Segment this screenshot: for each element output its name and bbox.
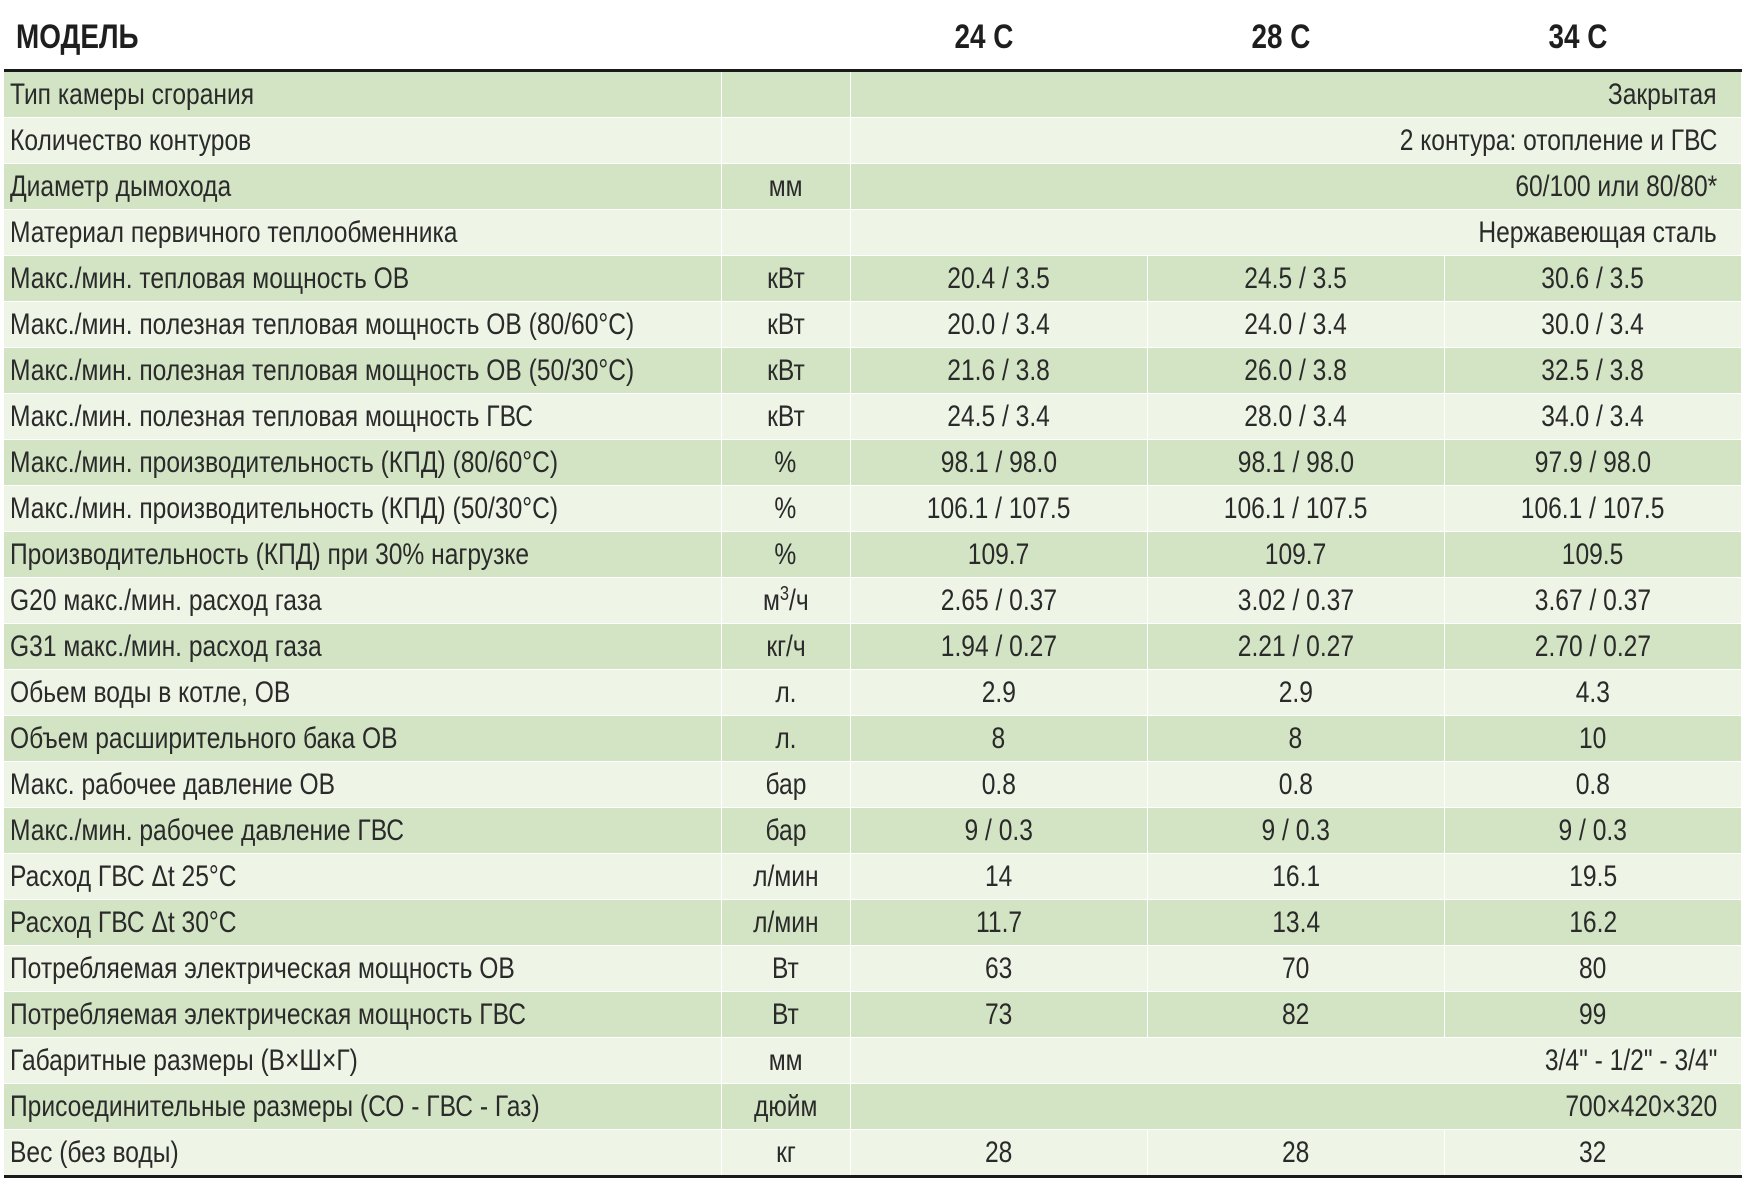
value-28c: 9 / 0.3 [1261,813,1331,847]
unit-main: кВт [766,261,805,295]
unit-cell [721,256,850,302]
model-header-28c: 28 С [1251,18,1311,56]
unit-main: кг [775,1135,796,1169]
value-24c: 98.1 / 98.0 [940,445,1057,479]
value-34c-cell [1444,1130,1741,1177]
value-24c-cell [850,670,1147,716]
shared-value-cell [850,164,1741,210]
value-28c-cell [1147,624,1444,670]
parameter-name [4,578,721,624]
parameter-name [4,946,721,992]
value-34c-cell [1444,762,1741,808]
table-row [4,394,1742,440]
parameter-name [4,486,721,532]
value-34c: 106.1 / 107.5 [1521,491,1665,525]
parameter-name-text: Расход ГВС Δt 25°С [10,859,237,893]
shared-value-text: 2 контура: отопление и ГВС [1399,123,1717,157]
value-24c-cell [850,440,1147,486]
unit-cell [721,440,850,486]
unit-main: кВт [766,399,805,433]
unit-cell [721,624,850,670]
parameter-name-text: Макс./мин. рабочее давление ГВС [10,813,405,847]
unit-text [763,584,809,618]
value-28c: 2.9 [1278,675,1313,709]
unit-text [767,354,805,388]
value-28c: 3.02 / 0.37 [1237,583,1354,617]
value-24c: 2.9 [981,675,1016,709]
value-34c: 3.67 / 0.37 [1534,583,1652,617]
value-24c-cell [850,532,1147,578]
unit-cell [721,348,850,394]
parameter-name-text: Расход ГВС Δt 30°С [10,905,237,939]
unit-cell [721,1130,850,1177]
parameter-name-text: Материал первичного теплообменника [10,215,458,249]
value-34c-cell [1444,348,1741,394]
value-24c: 11.7 [975,905,1022,939]
value-34c-cell [1444,302,1741,348]
unit-text [775,446,797,480]
shared-value-text: Закрытая [1608,77,1717,111]
table-row [4,670,1742,716]
parameter-name-text: Присоединительные размеры (СО - ГВС - Газ) [10,1089,540,1123]
unit-cell [721,1084,850,1130]
table-row [4,210,1742,256]
value-28c-cell [1147,532,1444,578]
unit-cell [721,118,850,164]
unit-cell [721,486,850,532]
value-34c: 30.0 / 3.4 [1541,307,1645,341]
value-34c-cell [1444,532,1741,578]
value-34c-cell [1444,394,1741,440]
unit-cell [721,854,850,900]
unit-cell [721,532,850,578]
value-24c: 28 [985,1135,1013,1169]
value-34c: 99 [1579,997,1607,1031]
value-34c-cell [1444,808,1741,854]
table-row [4,486,1742,532]
parameter-name [4,210,721,256]
value-34c: 32.5 / 3.8 [1541,353,1645,387]
parameter-name [4,854,721,900]
unit-main: л/мин [752,859,819,893]
value-24c: 20.4 / 3.5 [947,261,1051,295]
parameter-name-text: Вес (без воды) [10,1135,179,1169]
unit-text [766,630,805,664]
table-row [4,624,1742,670]
parameter-name-text: Габаритные размеры (В×Ш×Г) [10,1043,358,1077]
value-28c-cell [1147,440,1444,486]
value-34c-cell [1444,946,1741,992]
value-24c-cell [850,900,1147,946]
unit-main: % [774,491,797,525]
parameter-name-text: Производительность (КПД) при 30% нагрузке [10,537,530,571]
parameter-name [4,900,721,946]
unit-text [769,1044,803,1078]
value-24c: 0.8 [981,767,1016,801]
parameter-name [4,532,721,578]
parameter-name [4,1084,721,1130]
value-34c-cell [1444,624,1741,670]
unit-text [775,722,796,756]
unit-text [753,906,818,940]
value-34c-cell [1444,256,1741,302]
parameter-name-text: Количество контуров [10,123,252,157]
unit-main: % [774,445,797,479]
value-24c-cell [850,854,1147,900]
parameter-name [4,164,721,210]
parameter-name-text: Тип камеры сгорания [10,77,255,111]
model-header-24c: 24 С [954,18,1014,56]
value-28c: 24.0 / 3.4 [1244,307,1348,341]
shared-value-text: Нержавеющая сталь [1478,215,1717,249]
unit-cell [721,670,850,716]
unit-cell [721,164,850,210]
value-34c-cell [1444,578,1741,624]
shared-value-text: 60/100 или 80/80* [1515,169,1717,203]
unit-text [765,768,806,802]
unit-text [775,538,797,572]
unit-main: м [762,583,780,617]
unit-main: кВт [766,307,805,341]
unit-cell [721,992,850,1038]
unit-main: Вт [772,997,800,1031]
value-28c: 70 [1282,951,1310,985]
value-24c: 106.1 / 107.5 [926,491,1071,525]
value-28c-cell [1147,256,1444,302]
table-row [4,578,1742,624]
unit-cell [721,1038,850,1084]
parameter-name-text: Макс./мин. полезная тепловая мощность ГВС [10,399,533,433]
unit-main: мм [768,1043,803,1077]
value-34c: 0.8 [1575,767,1611,801]
parameter-name-text: Макс./мин. тепловая мощность ОВ [10,261,410,295]
value-34c: 2.70 / 0.27 [1534,629,1652,663]
unit-cell [721,808,850,854]
parameter-name [4,302,721,348]
value-24c: 9 / 0.3 [964,813,1033,847]
value-28c: 16.1 [1271,859,1320,893]
value-34c-cell [1444,486,1741,532]
parameter-name [4,440,721,486]
unit-text [772,952,799,986]
unit-cell [721,900,850,946]
value-24c-cell [850,624,1147,670]
value-24c: 20.0 / 3.4 [947,307,1051,341]
parameter-name [4,624,721,670]
parameter-name-text: G31 макс./мин. расход газа [10,629,322,663]
value-24c: 14 [985,859,1013,893]
parameter-name-text: Обьем воды в котле, ОВ [10,675,291,709]
value-24c-cell [850,486,1147,532]
value-28c: 109.7 [1265,537,1327,571]
parameter-name-text: Макс./мин. производительность (КПД) (50/30°С) [10,491,559,525]
model-header-34c: 34 С [1548,18,1608,56]
parameter-name [4,348,721,394]
shared-value-text: 700×420×320 [1565,1089,1717,1123]
value-28c-cell [1147,1130,1444,1177]
value-24c: 8 [991,721,1006,755]
unit-main: л. [775,675,797,709]
table-row [4,1130,1742,1177]
parameter-name [4,71,721,118]
value-24c-cell [850,762,1147,808]
table-row [4,992,1742,1038]
value-28c-cell [1147,854,1444,900]
table-row [4,716,1742,762]
value-34c: 34.0 / 3.4 [1541,399,1645,433]
unit-main: дюйм [753,1089,818,1123]
table-row [4,532,1742,578]
value-24c: 63 [985,951,1013,985]
value-34c: 80 [1579,951,1607,985]
table-row [4,164,1742,210]
table-row [4,118,1742,164]
unit-cell [721,394,850,440]
unit-cell [721,210,850,256]
value-24c-cell [850,256,1147,302]
unit-text [753,860,818,894]
shared-value-cell [850,118,1741,164]
unit-text [754,1090,817,1124]
table-row [4,348,1742,394]
parameter-name [4,394,721,440]
value-28c: 28 [1282,1135,1310,1169]
parameter-name-text: Макс./мин. производительность (КПД) (80/60°С) [10,445,559,479]
table-row [4,302,1742,348]
value-34c: 97.9 / 98.0 [1534,445,1652,479]
value-28c-cell [1147,808,1444,854]
unit-main: бар [765,767,807,801]
unit-main: л/мин [752,905,819,939]
value-24c-cell [850,946,1147,992]
parameter-name [4,716,721,762]
value-28c-cell [1147,670,1444,716]
table-row [4,946,1742,992]
parameter-name-text: Потребляемая электрическая мощность ОВ [10,951,515,985]
spec-table [4,69,1742,1178]
unit-cell [721,302,850,348]
unit-text [775,676,796,710]
parameter-name [4,808,721,854]
value-24c: 2.65 / 0.37 [940,583,1057,617]
parameter-name-text: Макс. рабочее давление ОВ [10,767,336,801]
unit-main: мм [768,169,803,203]
unit-main: бар [765,813,807,847]
table-row [4,1084,1742,1130]
value-34c-cell [1444,440,1741,486]
value-34c-cell [1444,670,1741,716]
parameter-name [4,1038,721,1084]
value-28c: 28.0 / 3.4 [1244,399,1348,433]
unit-superscript: 3 [779,582,789,605]
unit-main: кг/ч [765,629,806,663]
table-header [0,0,1744,69]
table-row [4,808,1742,854]
value-24c-cell [850,808,1147,854]
parameter-name-text: Потребляемая электрическая мощность ГВС [10,997,526,1031]
unit-text [775,492,797,526]
table-row [4,440,1742,486]
table-row [4,1038,1742,1084]
parameter-name-text: G20 макс./мин. расход газа [10,583,322,617]
value-28c: 8 [1288,721,1303,755]
value-34c: 30.6 / 3.5 [1541,261,1645,295]
table-row [4,900,1742,946]
unit-main: Вт [772,951,800,985]
value-34c-cell [1444,854,1741,900]
table-row [4,256,1742,302]
value-28c: 98.1 / 98.0 [1237,445,1354,479]
value-34c: 19.5 [1568,859,1617,893]
value-24c-cell [850,348,1147,394]
unit-cell [721,578,850,624]
parameter-name-text: Объем расширительного бака ОВ [10,721,398,755]
value-24c-cell [850,1130,1147,1177]
shared-value-cell [850,210,1741,256]
value-28c-cell [1147,348,1444,394]
value-28c: 0.8 [1278,767,1313,801]
unit-text [767,308,805,342]
parameter-name-text: Диаметр дымохода [10,169,232,203]
value-28c-cell [1147,578,1444,624]
value-28c-cell [1147,900,1444,946]
value-28c-cell [1147,946,1444,992]
value-24c: 109.7 [967,537,1030,571]
value-24c-cell [850,302,1147,348]
shared-value-cell [850,1038,1741,1084]
value-28c-cell [1147,302,1444,348]
value-34c: 32 [1579,1135,1607,1169]
parameter-name [4,256,721,302]
value-28c-cell [1147,992,1444,1038]
unit-main: л. [775,721,797,755]
value-34c-cell [1444,716,1741,762]
value-28c-cell [1147,762,1444,808]
model-header-label: МОДЕЛЬ [16,18,139,56]
value-34c: 9 / 0.3 [1558,813,1628,847]
shared-value-text: 3/4" - 1/2" - 3/4" [1544,1043,1717,1077]
parameter-name [4,118,721,164]
value-34c: 4.3 [1575,675,1611,709]
unit-main: кВт [766,353,805,387]
table-row [4,71,1742,118]
unit-text [765,814,806,848]
value-24c: 21.6 / 3.8 [947,353,1051,387]
table-row [4,854,1742,900]
value-24c: 73 [985,997,1013,1031]
shared-value-cell [850,1084,1741,1130]
parameter-name-text: Макс./мин. полезная тепловая мощность ОВ (80/60°С) [10,307,635,341]
parameter-name [4,670,721,716]
unit-text [767,400,805,434]
shared-value-cell [850,71,1741,118]
value-28c: 106.1 / 107.5 [1224,491,1368,525]
parameter-name [4,762,721,808]
unit-text [767,262,805,296]
value-28c: 13.4 [1271,905,1320,939]
unit-cell [721,716,850,762]
value-28c: 82 [1282,997,1310,1031]
unit-text [776,1136,796,1170]
value-24c-cell [850,394,1147,440]
value-34c: 109.5 [1562,537,1624,571]
unit-text [769,170,803,204]
value-28c-cell [1147,716,1444,762]
spec-table-body [4,71,1742,1177]
value-34c-cell [1444,992,1741,1038]
value-28c-cell [1147,394,1444,440]
unit-text [772,998,799,1032]
value-24c: 1.94 / 0.27 [940,629,1057,663]
value-24c: 24.5 / 3.4 [947,399,1051,433]
value-28c: 24.5 / 3.5 [1244,261,1348,295]
parameter-name-text: Макс./мин. полезная тепловая мощность ОВ (50/30°С) [10,353,635,387]
value-34c: 10 [1579,721,1607,755]
unit-cell [721,946,850,992]
table-row [4,762,1742,808]
value-24c-cell [850,992,1147,1038]
parameter-name [4,1130,721,1177]
value-24c-cell [850,716,1147,762]
unit-cell [721,71,850,118]
value-34c-cell [1444,900,1741,946]
value-24c-cell [850,578,1147,624]
parameter-name [4,992,721,1038]
value-28c: 2.21 / 0.27 [1237,629,1354,663]
unit-cell [721,762,850,808]
unit-suffix: /ч [788,583,809,617]
value-28c-cell [1147,486,1444,532]
value-34c: 16.2 [1568,905,1617,939]
value-28c: 26.0 / 3.8 [1244,353,1348,387]
unit-main: % [774,537,797,571]
